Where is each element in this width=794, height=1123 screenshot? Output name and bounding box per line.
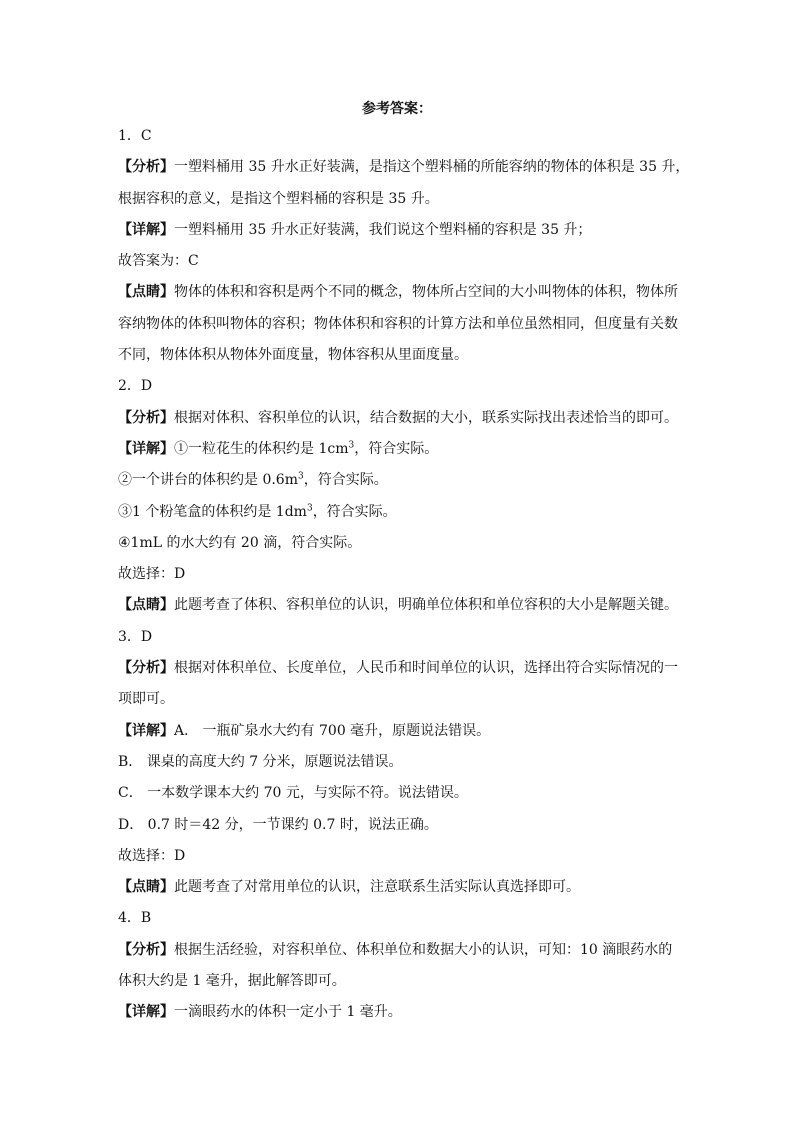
text-line [118, 277, 686, 308]
line-text: 此题考查了体积、容积单位的认识，明确单位体积和单位容积的大小是解题关键。 [174, 597, 678, 614]
text-line [118, 778, 686, 809]
line-text: 物体的体积和容积是两个不同的概念，物体所占空间的大小叫物体的体积，物体所 [174, 284, 678, 301]
line-text: 故答案为：C [118, 253, 199, 270]
line-text: 根据容积的意义，是指这个塑料桶的容积是 35 升。 [118, 190, 439, 207]
text-line [118, 152, 690, 183]
section-tag: 【点睛】 [118, 879, 174, 896]
section-tag: 【详解】 [118, 440, 174, 457]
superscript: 3 [348, 440, 355, 451]
line-text: 3．D [118, 628, 153, 645]
section-tag: 【详解】 [118, 722, 174, 739]
text-line [118, 872, 686, 903]
text-line [118, 371, 686, 402]
line-text: 根据对体积单位、长度单位，人民币和时间单位的认识，选择出符合实际情况的一 [174, 660, 678, 677]
line-text: C． 一本数学课本大约 70 元，与实际不符。说法错误。 [118, 785, 468, 802]
line-text: 不同，物体体积从物体外面度量，物体容积从里面度量。 [118, 347, 468, 364]
text-line [118, 684, 686, 715]
line-text: ③1 个粉笔盒的体积约是 1dm [118, 503, 307, 520]
text-line [118, 590, 686, 621]
text-line [118, 215, 686, 246]
line-text: ，符合实际。 [354, 440, 439, 457]
text-line [118, 747, 686, 778]
page-title: 参考答案： [362, 101, 432, 117]
line-text: 4．B [118, 910, 152, 927]
text-line [118, 121, 686, 152]
line-text: D． 0.7 时＝42 分，一节课约 0.7 时，说法正确。 [118, 816, 438, 833]
line-text: ①一粒花生的体积约是 1cm [174, 440, 349, 457]
text-line [118, 716, 686, 747]
text-line [118, 903, 686, 934]
section-tag: 【分析】 [118, 409, 174, 426]
text-line [118, 622, 686, 653]
text-line [118, 246, 686, 277]
line-text: 根据对体积、容积单位的认识，结合数据的大小，联系实际找出表述恰当的即可。 [174, 409, 678, 426]
answer-content [118, 121, 690, 1029]
text-line [118, 340, 686, 371]
text-line [118, 841, 686, 872]
section-tag: 【点睛】 [118, 284, 174, 301]
text-line [118, 528, 686, 559]
line-text: 根据生活经验，对容积单位、体积单位和数据大小的认识，可知：10 滴眼药水的 [174, 941, 673, 958]
line-text: 一塑料桶用 35 升水正好装满，我们说这个塑料桶的容积是 35 升； [174, 221, 592, 238]
section-tag: 【分析】 [118, 660, 174, 677]
superscript: 3 [298, 471, 304, 482]
line-text: ，符合实际。 [303, 472, 388, 489]
line-text: 容纳物体的体积叫物体的容积；物体体积和容积的计算方法和单位虽然相同，但度量有关数 [118, 315, 678, 332]
line-text: 一滴眼药水的体积一定小于 1 毫升。 [174, 1004, 402, 1021]
line-text: ，符合实际。 [312, 503, 397, 520]
section-tag: 【详解】 [118, 1004, 174, 1021]
text-line [118, 935, 686, 966]
text-line [118, 309, 686, 340]
line-text: 1．C [118, 128, 152, 144]
text-line [118, 497, 686, 528]
line-text: 一塑料桶用 35 升水正好装满，是指这个塑料桶的所能容纳的物体的体积是 35 升， [174, 159, 690, 176]
text-line [118, 966, 686, 997]
line-text: 故选择：D [118, 566, 186, 583]
text-line [118, 559, 686, 590]
text-line [118, 403, 686, 434]
text-line [118, 810, 686, 841]
text-line [118, 465, 686, 496]
section-tag: 【点睛】 [118, 597, 174, 614]
text-line [118, 184, 686, 215]
line-text: 项即可。 [118, 691, 174, 708]
text-line [118, 434, 686, 465]
section-tag: 【分析】 [118, 159, 174, 176]
line-text: 故选择：D [118, 847, 186, 864]
superscript: 3 [306, 502, 313, 513]
section-tag: 【分析】 [118, 941, 174, 958]
line-text: ④1mL 的水大约有 20 滴，符合实际。 [118, 534, 362, 551]
section-tag: 【详解】 [118, 221, 174, 238]
line-text: B． 课桌的高度大约 7 分米，原题说法错误。 [118, 753, 403, 770]
line-text: 此题考查了对常用单位的认识，注意联系生活实际认真选择即可。 [174, 879, 580, 896]
line-text: 体积大约是 1 毫升，据此解答即可。 [118, 973, 346, 990]
text-line [118, 653, 686, 684]
line-text: ②一个讲台的体积约是 0.6m [118, 472, 298, 489]
line-text: A． 一瓶矿泉水大约有 700 毫升，原题说法错误。 [174, 722, 491, 739]
text-line [118, 997, 686, 1028]
line-text: 2．D [118, 378, 153, 395]
